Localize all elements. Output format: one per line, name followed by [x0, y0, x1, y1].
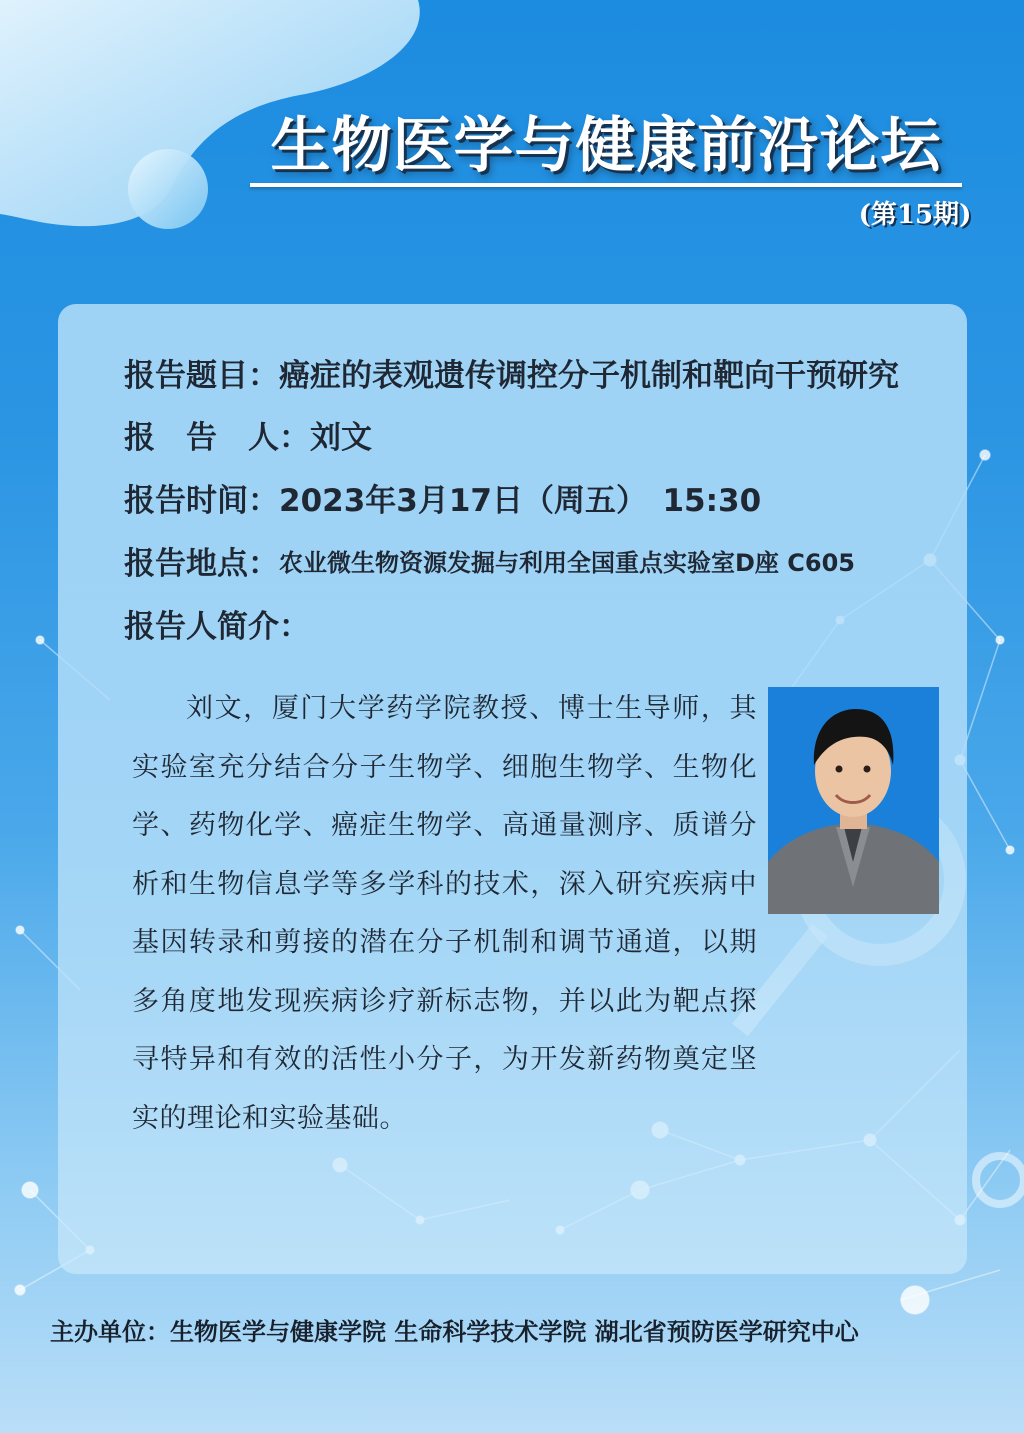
speaker-bio: 刘文，厦门大学药学院教授、博士生导师，其实验室充分结合分子生物学、细胞生物学、生物化学、药物化学、癌症生物学、高通量测序、质谱分析和生物信息学等多学科的技术，深入研究疾病中基因转录和剪接的潜在分子机制和调节通道，以期多角度地发现疾病诊疗新标志物，并以此为靶点探寻特异和有效的活性小分子，为开发新药物奠定坚实的理论和实验基础。: [132, 693, 757, 1134]
speaker-value: 刘文: [310, 419, 372, 456]
issue-number: (第15期): [858, 200, 972, 230]
intro-label: 报告人简介：: [124, 608, 310, 645]
organizer-line: 主办单位：生物医学与健康学院 生命科学技术学院 湖北省预防医学研究中心: [50, 1318, 859, 1346]
speaker-portrait-illustration: [768, 687, 939, 914]
topic-row: [124, 348, 899, 396]
place-value: 农业微生物资源发掘与利用全国重点实验室D座 C605: [279, 548, 855, 577]
time-value: 2023年3月17日（周五） 15:30: [279, 482, 762, 519]
place-label: 报告地点：: [124, 545, 279, 582]
speaker-label: 报 告 人：: [124, 419, 310, 456]
speaker-photo: [768, 687, 939, 914]
intro-row: [124, 599, 310, 647]
bubble-circle: [128, 149, 208, 229]
topic-value: 癌症的表观遗传调控分子机制和靶向干预研究: [279, 357, 899, 394]
time-label: 报告时间：: [124, 482, 279, 519]
speaker-row: [124, 410, 372, 458]
topic-label: 报告题目：: [124, 357, 279, 394]
time-row: [124, 473, 761, 521]
place-row: [124, 536, 855, 584]
title-underline: [250, 183, 962, 187]
forum-title: 生物医学与健康前沿论坛: [270, 111, 942, 181]
